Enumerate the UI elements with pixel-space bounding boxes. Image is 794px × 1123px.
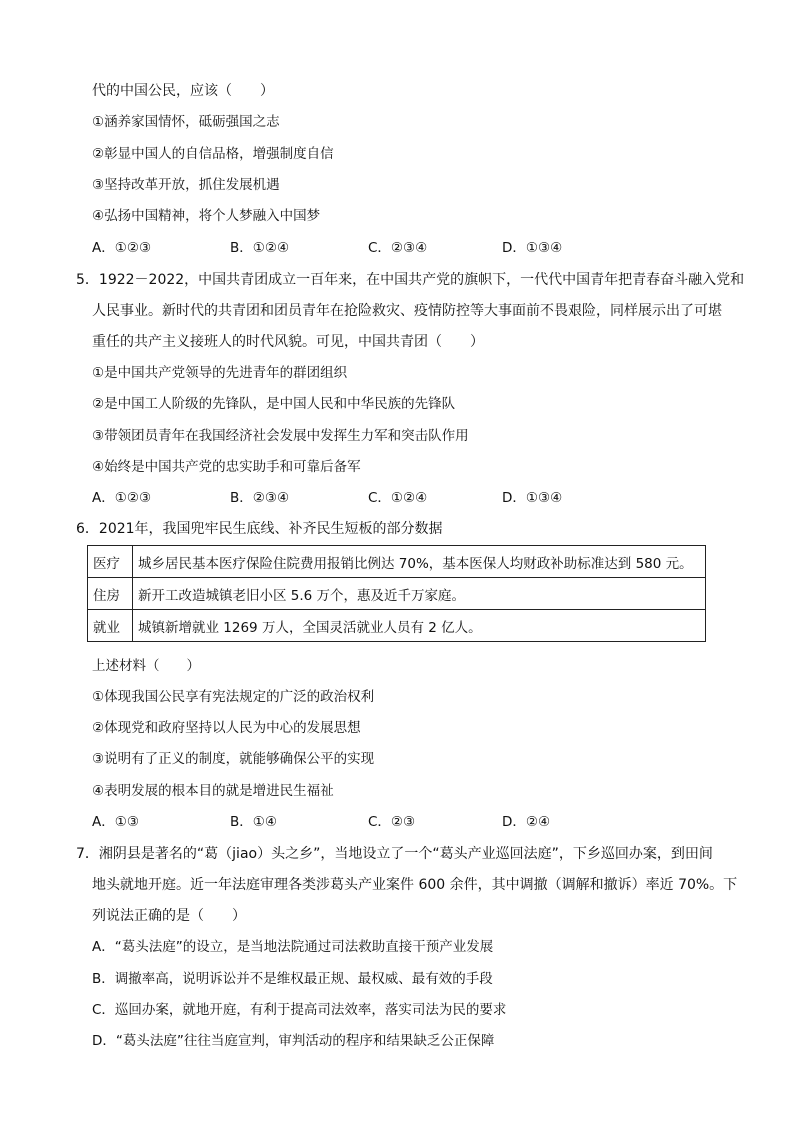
- q4-item-2: ②彰显中国人的自信品格，增强制度自信: [92, 146, 334, 162]
- q6-item-3: ③说明有了正义的制度，就能够确保公平的实现: [92, 751, 375, 767]
- q4-item-3: ③坚持改革开放，抓住发展机遇: [92, 177, 280, 193]
- q5-stem-line-1: 5．1922－2022，中国共青团成立一百年来，在中国共产党的旗帜下，一代代中国青年把青春奋斗融入党和: [76, 272, 745, 288]
- q6-option-c: C．②③: [368, 814, 416, 830]
- q4-option-b: B．①②④: [230, 240, 290, 256]
- q5-item-2: ②是中国工人阶级的先锋队，是中国人民和中华民族的先锋队: [92, 396, 456, 412]
- table-row-label: 医疗: [88, 546, 133, 578]
- table-row-text: 城乡居民基本医疗保险住院费用报销比例达 70%，基本医保人均财政补助标准达到 580 元。: [133, 546, 706, 578]
- table-row: [88, 578, 706, 610]
- q6-stem: 6．2021年，我国兜牢民生底线、补齐民生短板的部分数据: [76, 521, 443, 537]
- q6-item-2: ②体现党和政府坚持以人民为中心的发展思想: [92, 720, 361, 736]
- q5-stem-line-2: 人民事业。新时代的共青团和团员青年在抢险救灾、疫情防控等大事面前不畏艰险，同样展示出了可堪: [92, 303, 722, 319]
- q6-data-table: [87, 545, 706, 642]
- table-row: [88, 610, 706, 642]
- q7-option-a: A．“葛头法庭”的设立，是当地法院通过司法救助直接干预产业发展: [92, 939, 494, 955]
- q7-stem-line-2: 地头就地开庭。近一年法庭审理各类涉葛头产业案件 600 余件，其中调撤（调解和撤诉）率近 70%。下: [92, 877, 738, 893]
- q6-after-table: 上述材料（ ）: [92, 658, 200, 674]
- q6-option-d: D．②④: [502, 814, 551, 830]
- q5-option-d: D．①③④: [502, 490, 563, 506]
- q5-option-b: B．②③④: [230, 490, 290, 506]
- q6-item-1: ①体现我国公民享有宪法规定的广泛的政治权利: [92, 689, 375, 705]
- q7-option-c: C．巡回办案，就地开庭，有利于提高司法效率，落实司法为民的要求: [92, 1002, 507, 1018]
- q4-option-d: D．①③④: [502, 240, 563, 256]
- q4-option-c: C．②③④: [368, 240, 428, 256]
- table-row-label: 就业: [88, 610, 133, 642]
- q5-option-c: C．①②④: [368, 490, 428, 506]
- q5-item-4: ④始终是中国共产党的忠实助手和可靠后备军: [92, 459, 361, 475]
- q4-item-1: ①涵养家国情怀，砥砺强国之志: [92, 114, 280, 130]
- q6-option-b: B．①④: [230, 814, 277, 830]
- table-row-text: 新开工改造城镇老旧小区 5.6 万个，惠及近千万家庭。: [133, 578, 706, 610]
- q7-stem-line-1: 7．湘阴县是著名的“葛（jiao）头之乡”，当地设立了一个“葛头产业巡回法庭”，下乡巡回办案，到田间: [76, 846, 713, 862]
- table-row: [88, 546, 706, 578]
- q7-option-b: B．调撤率高，说明诉讼并不是维权最正规、最权威、最有效的手段: [92, 971, 493, 987]
- q6-item-4: ④表明发展的根本目的就是增进民生福祉: [92, 783, 334, 799]
- table-row-label: 住房: [88, 578, 133, 610]
- q7-option-d: D．“葛头法庭”往往当庭宣判，审判活动的程序和结果缺乏公正保障: [92, 1033, 495, 1049]
- q4-item-4: ④弘扬中国精神，将个人梦融入中国梦: [92, 208, 321, 224]
- q6-option-a: A．①③: [92, 814, 139, 830]
- q4-option-a: A．①②③: [92, 240, 152, 256]
- q5-item-1: ①是中国共产党领导的先进青年的群团组织: [92, 365, 348, 381]
- q4-stem-end: 代的中国公民，应该（ ）: [92, 83, 274, 99]
- q7-stem-line-3: 列说法正确的是（ ）: [92, 908, 246, 924]
- table-row-text: 城镇新增就业 1269 万人，全国灵活就业人员有 2 亿人。: [133, 610, 706, 642]
- q5-option-a: A．①②③: [92, 490, 152, 506]
- q5-stem-line-3: 重任的共产主义接班人的时代风貌。可见，中国共青团（ ）: [92, 334, 484, 350]
- q5-item-3: ③带领团员青年在我国经济社会发展中发挥生力军和突击队作用: [92, 428, 469, 444]
